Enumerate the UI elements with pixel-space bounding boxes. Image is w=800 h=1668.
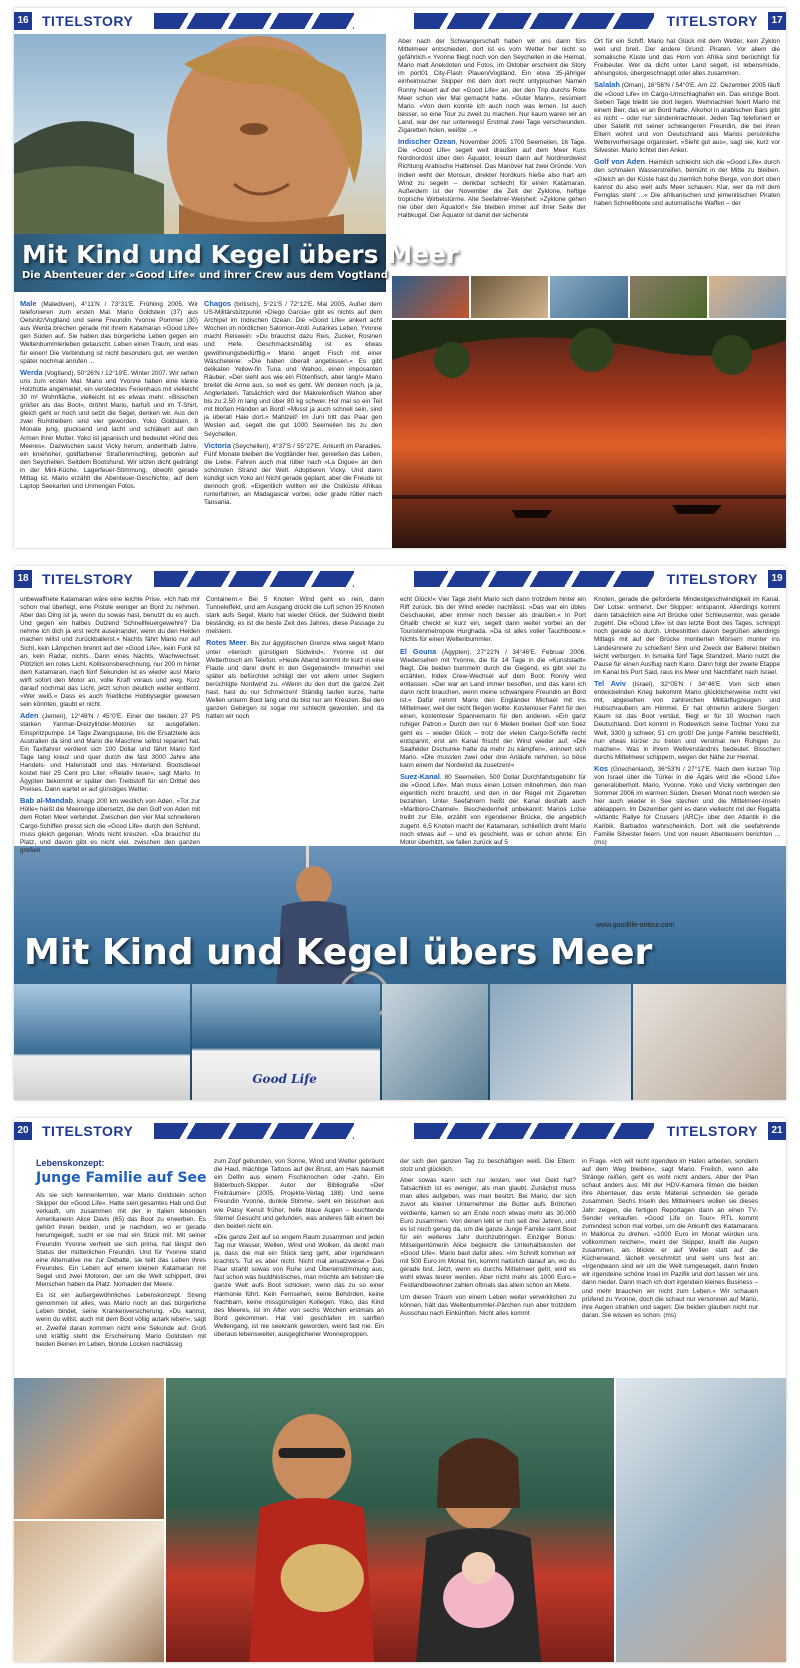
text-column-4 <box>582 1158 758 1323</box>
skipper-portrait-photo <box>14 1378 164 1519</box>
resting-photo <box>633 984 786 1100</box>
paragraph <box>204 442 382 508</box>
catamaran-photo <box>14 984 190 1100</box>
paragraph <box>206 596 384 636</box>
spread-pages-18-19 <box>14 566 786 1100</box>
place-label: Rotes Meer <box>206 638 247 648</box>
family-photo-collage <box>14 1378 786 1662</box>
paragraph-text: (Malediven), 4°11'N / 73°31'E. Frühling 2005. Wir telefonieren zum ersten Mal. Mario Goldstein (37) aus Oelsnitz/Vogtland und seine Freundin Yvonne Pommer (30) aus Werda brechen gerade mit ihrem Katamaran »Good Life« gen Süden auf. Sie haben das bürgerliche Leben gegen ein Weltenbummlerleben getauscht. Leben einen Traum, und was für einen! Die Verbindung ist nicht besonders gut, wir werden später nochmal anrufen ... <box>20 301 198 365</box>
page-number-right: 21 <box>768 1122 786 1140</box>
paragraph <box>594 680 780 762</box>
paragraph-text: Als sie sich kennenlernten, war Mario Goldstein schon Skipper der »Good Life«. Hatte sein gesamtes Hab und Gut verkauft, um zusammen mit der in Italien lebenden Amerikanerin Alice Davis (65) das Boot zu erwerben. Es gehört ihnen beiden, und je nachdem, wo er gerade herumgeigelt, sucht er sie mal ein Stück mit. Mit seiner Freundin Yvonne verhielt sie sich prima, hat längst den Status der mütterlichen Freundin. Und für Yvonne stand eine Alternative nie zur Debatte, sie teilt das Leben ihres Freundes. Ein Leben auf einem kleinen Katamaran mit Segel und zwei Motoren, der um die Welt schippert, drei Menschen haben da Platz. Nomaden der Meere. <box>36 1192 206 1289</box>
sunset-photo <box>392 320 786 548</box>
page-number-left: 18 <box>14 570 32 588</box>
section-title-left: TITELSTORY <box>36 1121 139 1141</box>
paragraph-text: Aber sowas kann sich nur leisten, wer viel Geld hat? Tatsächlich ist es weniger, als man glaubt. Zunächst muss man alles aufgeben, was man besitzt. Bei Mario, der sich zuvor als kleiner Unternehmer die Butter aufs Brötchen verdiente, kamen so am Ende noch etwas mehr als 30.000 Euro zusammen. Von denen lebt er nun seit drei Jahren, und es ist noch genug da, um die ganze Junge Familie samt Boot für ein weiteres Jahr durchzubringen. Einziger Bonus: Mitseigentümerin Alice begleicht die Unterhaltskosten der »Good Life«. Mario baut dafür alles. »Im Schnitt kommen wir mit 500 Euro im Monat hin, kommt natürlich darauf an, wo du gerade bist. Jetzt, wenn es durchs Mittelmeer geht, wird es wohl etwas teurer werden. Aber nicht mehr als 1000 Euro.« Festlandbewohner zahlen oftmals das allein schon an Miete. <box>400 1177 576 1290</box>
paragraph <box>398 38 586 135</box>
place-label: Golf von Aden <box>594 157 645 167</box>
paragraph <box>204 300 382 439</box>
paragraph <box>20 712 200 794</box>
paragraph-text: zum Zopf gebunden, von Sonne, Wind und Wetter gebräunt die Haut, mächtige Tattoos auf der Brust, am Hals baumelt ein Delfin aus einem Fischknochen oder -zahn. Ein Bilderbuch-Skipper. Autor der Bibliografie »Der Freiträumer« (2005, Projekte-Verlag 188). Und seine Freundin Yvonne, dunkle Stimme, sieht ein bisschen aus wie Patsy Kensit früher, helle blaue Augen – leuchtende Sterne! Gesucht und gefunden, was anderes fällt einem bei den beiden nicht ein. <box>214 1158 384 1230</box>
headline: Mit Kind und Kegel übers Meer <box>24 932 653 973</box>
paragraph <box>594 38 780 78</box>
paragraph <box>594 158 780 208</box>
paragraph-text: . Bis zur ägyptischen Grenze etwa segelt Mario unter »tierisch günstigem Südwind«. Yvonne ist der Wetterfrosch am Telefon: »Heute Abend kommt ihr kurz in eine Flaute und dann dreht in den Gegenwind!« Immerhin viel später als befürchtet schlägt der vor allem unter Seglern berüchtigte Nordwind zu. »Wenn du den dort die ganze Zeit hast, hast du nur Schmerzen! Ständig laufen kurze, harte Wellen unterm Boot lang und du bist nur am Kreuzen. Bei den ganzen Gebirgen ist sogar mir schlecht geworden, und da hatten wir noch <box>206 640 384 721</box>
family-illustration <box>166 1378 614 1662</box>
paragraph-text: in Frage. »Ich will nicht irgendwo im Hafen arbeiten, sondern auf dem Weg bleiben«, sagt Mario. Freilich, wenn alle Stränge reißen, geht es wohl nicht anders. Aber der Plan schaut anders aus: Mit der HDV-Kamera filmen die beiden ihre Abenteuer, das erste Material schneiden sie gerade zusammen. Sechs Inseln des Mittelmeers wollen sie dieses Jahr zeigen, die fertigen Reportagen dann an einen TV-Sender verkaufen. »Good Life on Tour« RTL kommt zumindest schon mal vorbei, um die Ankunft des Katamarans in Mallorca zu drehen. »1000 Euro im Monat würden uns vollkommen reichen«, meint der Skipper, kneift die Augen zusammen, als blickte er auf Wellen statt auf die Küchenwand, lächelt verschmitzt und sieht uns fest an: »Irgendwann sind wir um die Welt rumgesegelt, dann finden wir irgendeine schöne Insel im Pazifik und dort lassen wir uns dann nieder. Dann mach ich dort irgendein kleines Business – und mehr brauchen wir nicht zum Leben.« Wir schauen prüfend zu Yvonne, doch die schaut nur versonnen auf Mario, ihre Augen strahlen und sagen: Die beiden glauben nicht nur daran. Sie wissen es schon. (ms) <box>582 1158 758 1319</box>
family-on-deck-photo <box>166 1378 614 1662</box>
paragraph <box>400 1294 576 1318</box>
spread-pages-20-21 <box>14 1118 786 1662</box>
deck-photo <box>490 984 631 1100</box>
paragraph-text: (Vogtland), 50°26'N / 12°19'E. Winter 2007. Wir sehen uns zum ersten Mal. Mario und Yvonne haben eine kleine Holzhütte angemietet, ein verstecktes Ferienhaus mit vielleicht 30 m² Wohnfläche, vielleicht ist es etwas mehr. »Bisschen größer als das Boot«, dröhnt Mario, barfuß und im T-Shirt, gleich geht er hoch und setzt die Segel, denken wir. Aus den zwei Rumtreibern sind vier geworden. Yoko Goldstein, 8 Monate jung, glucksend und lacht und schläkert auf den Armen ihrer Mutter. Yoko ist japanisch und bedeutet »Kind des Meeres«. Dazwischen saust Vicky herum, anderthalb Jahre, ein kniehoher, goldfarbener Straßenmischling, geboren auf den Seychellen. Seitdem Bootshund. Wir sitzen dicht gedrängt in der Mini-Küche. Lagerfeuer-Stimmung, obwohl gerade Mittag ist. Mario erzählt die Abenteuer-Geschichte, auf dem Laptop Seekarten und Unmengen Fotos. <box>20 369 199 491</box>
thumbnail-photo <box>471 276 548 318</box>
paragraph-text: (Ägypten), 27°22'N / 34°46'E. Februar 2006. Wiedersehen mit Yvonne, die für 14 Tage in die »Kunststadt« fliegt. Die beiden bummeln durch die Gegend, es gibt viel zu erzählen. Index Crew-Wechsel auf dem Boot: Ronny wird entlassen. »Der war an Land immer besoffen, und das kann ich dann nicht brauchen, wenn meine schwangere Freundin an Bord ist.« Dafür nimmt Mario den Engländer Michael mit ins Mittelmeer, weil der nicht fliegen wollte. Kostenloser Fahrt für den einen, kostenloser Spannemann für den anderen. »Ein ganz ruhiger Patron.« Durch den nur 6 Meilen breiten Golf von Suez geht es – wieder Glück – trotz der vielen Cargo-Schiffe recht entspannt, erst am Kanal frischt der Wind wieder auf. »Die Saalfelder Dschunke hatte da mehr zu kämpfen«, erinnert sich Mario. »Die mussten zwei oder drei Anläufe nehmen, so böse kann einem der Nordwind da zusetzen!« <box>400 648 586 769</box>
text-column-1 <box>36 1192 206 1352</box>
paragraph <box>36 1292 206 1349</box>
paragraph <box>20 369 198 491</box>
header-strip <box>14 1118 786 1144</box>
text-column-2 <box>206 596 384 724</box>
place-label: Kos <box>594 763 608 773</box>
text-column-2 <box>204 300 382 510</box>
place-label: Chagos <box>204 299 232 308</box>
thumbnail-photo <box>392 276 469 318</box>
text-column-4 <box>594 38 780 211</box>
paragraph-text: (Griechenland), 36°53'N / 27°17'E. Nach dem kurzen Trip von Israel über die Türkei in die Ägäis wird die »Good Life« generalüberholt. Mario, Yvonne, Yoko und Vicky verbringen den Sommer 2006 im warmen Süden. Diesen Monat noch werden sie hier auch wieder in See stechen und die Mittelmeer-Inseln abklappern. Im Dezember geht es dann vielleicht mit der Regatta »Atlantic Rallye for Cruisers (ARC)« über den Atlantik in die Karibik. Barbados wahrscheinlich. Dort will die seefahrende Familie Silvester feiern. Und von neuen Abenteuern berichten ... (ms) <box>594 765 781 846</box>
paragraph <box>20 596 200 709</box>
paragraph-text: Containern.« Bei 5 Knoten Wind geht es rein, dann Tunneleffekt, und am Ausgang drückt die Luft schon 35 Knoten stark aufs Segel. Mario hat wieder Glück, der Südwind bleibt beständig, es ist die beste Zeit des Jahres, diese Passage zu meistern. <box>206 596 384 636</box>
stripes-decoration-icon <box>154 571 354 587</box>
page-number-right: 19 <box>768 570 786 588</box>
skipper-face-illustration <box>14 34 386 234</box>
bottom-photo-row <box>14 984 786 1100</box>
text-column-1 <box>20 596 200 858</box>
paragraph <box>400 1158 576 1174</box>
paragraph <box>20 797 200 855</box>
stripes-decoration-icon <box>414 571 654 587</box>
page-number-left: 16 <box>14 12 32 30</box>
place-label: Aden <box>20 711 39 721</box>
place-label: Bab al-Mandab <box>20 796 74 806</box>
paragraph <box>206 639 384 721</box>
paragraph-text: (britisch), 5°21'S / 72°12'E. Mai 2005. Außer dem US-Militärstützpunkt »Diego Garcia« gibt es nichts auf dem Archipel im Indischen Ozean. Die »Good Life« ankert acht Wochen im nördlichen Salomon-Atoll. Autarkes Leben. Yvonne macht Reiswein: »Du brauchst dazu Reis, Zucker, Rosinen und Hefe. Geschmacksmäßig ist es etwas gewöhnungsbedürftig.« Mario angelt Fisch mit einer Wäscheleine: »Die haben überall angebissen.« Es gibt delikaten Yellow-fin Tuna und Wahoo, einen imposanten Räuber. »Der sieht aus wie ein Flötenfisch, aber lang!« Mario breitet die Arme aus, so weit es geht. Wir denken noch, ja ja, Anglerlatein. Tatsächlich wird der Makrelenfisch Wahoo aber bis zu 2,50 m lang und über 80 kg schwer. Hol mal so ein Teil mit bloßen Händen an Bord! »Musst ja auch schnell sein, sind ja überall Haie dort.« Mahlzeit! Im Juni tritt das Paar gen Westen auf, segelt die gut 1000 Seemeilen bis zu den Seychellen. <box>204 301 382 438</box>
hero-photo-skipper <box>14 34 386 234</box>
place-label: Male <box>20 299 37 308</box>
photo-stack-left <box>14 1378 164 1662</box>
paragraph-text: . Heimlich schleicht sich die »Good Life« durch den schmalen Wasserstreifen, bemüht in der Mitte zu bleiben. »Gleich an der Küste hast du ziemlich hohe Berge, von dort oben kannst du also weit aufs Meer schauen. Klar, wer da mit dem Fernglas steht ...« Die afrikanischen und jemenitischen Piraten haben Schnellboote und automatische Waffen – der <box>594 159 780 207</box>
place-label: Indischer Ozean <box>398 137 456 147</box>
place-label: Werda <box>20 367 43 377</box>
deck-photo <box>382 984 488 1100</box>
paragraph <box>400 648 586 770</box>
section-title-right: TITELSTORY <box>661 1121 764 1141</box>
place-label: El Gouna <box>400 646 437 656</box>
thumbnail-strip <box>392 276 786 318</box>
place-label: Suez-Kanal <box>400 771 440 781</box>
paragraph-text: Um diesen Traum von einem Leben weiter verwirklichen zu können, hält das Weltenbummler-Pärchen nun aber trotzdem Ausschau nach Einkünften. Nicht alles kommt <box>400 1293 576 1317</box>
thumbnail-photo <box>550 276 627 318</box>
website-link[interactable]: www.goodlife-ontour.com <box>596 922 675 929</box>
paragraph-text: . 80 Seemeilen, 500 Dollar Durchfahrtsgebühr für die »Good Life«. Man muss einen Lotsen mitnehmen, den man eigentlich nicht braucht, und den in der Regel mit Zigaretten bezahlen. Unter Seefahrern heißt der Kanal deshalb auch »Marlboro-Channel«. Bescheidenheit unbekannt: Marios Lotse treibt zur Eile, erzählt von irgendeiner Brücke, die angeblich zugeht. 6,5 Knoten macht der Katamaran, schließlich dreht Mario noch etwas auf – und es geschieht, was er schon ahnte: Ein Motor überhitzt, sie fallen zurück auf 5 <box>400 773 586 846</box>
thumbnail-photo <box>630 276 707 318</box>
paragraph-text: , knapp 200 km westlich von Aden. »Tor zur Hölle« heißt die Meerenge übersetzt, die den Golf von Aden mit dem Roten Meer verbindet. Zwischen den vier Mal schnelleren Cargo-Schiffen presst sich die »Good Life« durch den Schlund, muss gleich gegenan. Winds nicht kreuzen. »Da brauchst du Platz, und davon gibt es nicht viel, zwischen den ganzen großen <box>20 798 201 854</box>
subheadline: Die Abenteuer der »Good Life« und ihrer Crew aus dem Vogtland <box>22 270 388 281</box>
boat-name-label: Good Life <box>252 1072 317 1086</box>
cabin-photo <box>616 1378 786 1662</box>
thumbnail-photo <box>709 276 786 318</box>
paragraph-text: »Die ganze Zeit auf so engem Raum zusammen und jeden Tag nur Wasser, Wellen, Wind und Wolken, da denkt man ja, dass die mal ein Stück lang geht, aber irgendwann krachts's. Tut es aber nicht. Nicht mal ansatzweise.« Das Paar strahlt sowas von Ruhe und Übereinstimmung aus, fast schon was buddhistisches, man möchte am liebsten die ganze Welt aufs Boot schicken, wenn das zu so einer Harmonie führt. Kein Fernsehen, keine Behörden, keine Nachbarn, keine missgünstigen Kollegen. Yoko, das Kind des Meeres, ist im After von sechs Wochen erstmals an Bord gekommen. Hat viel geschlafen im sanften Wellengang, ist nie seekrank geworden, weint fast nie. Ein überaus lebensweiter, ausgeglichener Wonneproppen. <box>214 1233 384 1338</box>
paragraph <box>36 1192 206 1289</box>
paragraph-text: (Oman), 16°56'N / 54°0'E. Am 22. Dezember 2005 läuft die »Good Life« im Cargo-Umschlaghafen ein. Das einzige Boot. Sieben Tage bleibt sie dort liegen. Weihnachten feiert Mario mit einem Bier, das er an Bord hatte. Alkohol in arabischen Bars gibt es nicht – oder nur sündenkrachteuer. Jeden Tag telefoniert er über Satellit mit seiner schwangeren Freundin, die bei ihren Eltern wohnt und von Deutschland aus Marios persönliche Wettervorhersage organisiert. »Sieht gut aus«, sagt sie, kurz vor Silvester. Mario lichtet den Anker. <box>594 82 781 155</box>
header-strip <box>14 8 786 34</box>
paragraph <box>594 765 780 847</box>
page-number-right: 17 <box>768 12 786 30</box>
paragraph-text: Ort für ein Schiff. Mario hat Glück mit dem Wetter, kein Zyklon weit und breit. Der andere Grund: Piraten. Vor allem die somalische Küste und das Horn von Afrika sind berüchtigt für Freibeuter. Wer da dicht unter Land segelt, ist lebensmüde, ahnungslos, übergeschnappt oder alles zusammen. <box>594 38 780 78</box>
text-column-3 <box>400 1158 576 1321</box>
paragraph-text: Es ist ein außergewöhnliches Lebenskonzept. Streng genommen ist alles, was Mario noch an das bürgerliche Leben bindet, seine Krankenversicherung. »Du kannst, wenn du willst, auch mit dem Boot völlig autark leben«, sagt er. Zweifel daran kommen nicht eine Sekunde auf. Groß und kräftig steht die Erscheinung Mario Goldstein mit beiden Beinen im Leben, blonde Locken nachlässig <box>36 1292 206 1348</box>
palm-silhouette-illustration <box>392 320 786 548</box>
place-label: Tel Aviv <box>594 678 626 688</box>
paragraph-text: (Jemen), 12°48'N / 45°0'E. Einer der beiden 27 PS starken Yanmar-Dreizylinder-Motoren ist ausgefallen. Einspritzpumpe. 14 Tage Zwangspause, bis die Ersatzteile aus Australien da sind und Mario die Maschine selbst repariert hat. Ein Taxifahrer verdient sich 100 Dollar und fährt Mario fünf Tage lang kreuz und quer durch die fast 3000 Jahre alte Handels- und Hafenstadt und das Hinterland. Bootsdiesel kostet hier 25 Cent pro Liter. »Relativ teuer«, sagt Mario. In Ägypten bekommt er später den Treibstoff für ein Drittel des Preises. Dann wartet er auf günstiges Wetter. <box>20 713 200 794</box>
paragraph <box>214 1234 384 1339</box>
stripes-decoration-icon <box>154 13 354 29</box>
paragraph <box>400 596 586 645</box>
paragraph <box>214 1158 384 1231</box>
paragraph-text: , November 2005. 1700 Seemeilen, 16 Tage. Die »Good Life« segelt weit draußen auf dem Meer Kurs Nordnordost über den Äquator, kreuzt dann auf Nordnordwest Richtung Arabische Halbinsel. Das Manöver hat zwei Gründe: Von Indien weht der Monsun, direkter Nordkurs hieße also hart am Wind zu segeln – denkbar schlecht für einen Katamaran. Außerdem ist der November die Zeit der Zyklone, heftige tropische Wirbelstürme. Alte Seefahrer-Weisheit: »Zyklone gehen nie über den Äquator!« Sie bleiben immer auf ihrer Seite der Halbkugel. Der Äquator ist damit der sicherste <box>398 139 587 219</box>
stripes-decoration-icon <box>414 1123 654 1139</box>
place-label: Victoria <box>204 440 231 450</box>
text-column-3 <box>400 596 586 850</box>
mother-baby-photo <box>14 1521 164 1662</box>
paragraph <box>400 1177 576 1290</box>
stripes-decoration-icon <box>154 1123 354 1139</box>
paragraph-text: Aber nach der Schwangerschaft haben wir uns dann fürs Mittelmeer entschieden, dort ist es vom Wetter her nicht so gefährlich.« Yvonne fliegt noch von den Seychellen in die Heimat, Mario malt Anekdoten und Fotos, im Oktober erscheint die Story im port01 City-Flash Plauen/Vogtland. Ein etwa 35-jähriger einheimischer Skipper mit dem dort recht untypischen Namen Ronny heuert auf der »Good Life« an, der den Trip durchs Rote Meer schon vier Mal gemacht hatte. »Guter Mann«, resümiert Mario. »Von dem konnte ich auch noch was lernen. Ist auch besser, so eine Tour zu zweit zu machen. Nur kaum waren wir an Land, war der nur unterwegs! Erstmal zwei Tage verschwunden. Zigaretten holen, weißte ...« <box>398 38 586 135</box>
paragraph <box>398 138 586 220</box>
paragraph <box>594 81 780 155</box>
page-number-left: 20 <box>14 1122 32 1140</box>
paragraph <box>594 596 780 677</box>
box-headline: Junge Familie auf See <box>36 1170 207 1186</box>
stripes-decoration-icon <box>414 13 654 29</box>
paragraph-text: echt Glück!« Vier Tage zieht Mario sich dann trotzdem hinter ein Riff zurück, bis der Wind wieder nachlässt. »Das war ein übles Geschaukel, aber immer noch besser als draußen.« In Port Ghalib checkt er kurz ein, segelt dann weiter vorbei an der Touristenmetropole Hurghada. »Da ist alles voller Tauchboote.« Nichts für einen Weltenbummler. <box>400 596 586 644</box>
good-life-hull-photo <box>192 984 380 1100</box>
place-label: Salalah <box>594 80 620 90</box>
section-title-right: TITELSTORY <box>661 11 764 31</box>
header-strip <box>14 566 786 592</box>
headline: Mit Kind und Kegel übers Meer <box>22 240 459 269</box>
paragraph-text: (Seychellen), 4°37'S / 55°27'E. Ankunft im Paradies. Fünf Monate bleiben die Vogtländer hier, genießen das Leben, die Liebe. Fahren auch mal rüber nach »La Digue« an den schönsten Strand der Welt. Adoptieren Vicky. Und dann kündigt sich Yoko an! Nicht gerade geplant, aber die Freude ist dennoch groß. »Eigentlich wollten wir die Ostküste Afrikas runterfahren, an Madagascar vorbei, oder grade rüber nach Tansania. <box>204 442 383 507</box>
paragraph <box>400 773 586 847</box>
paragraph <box>20 300 198 366</box>
paragraph-text: (Israel), 32°05'N / 34°46'E. Vom sich eben entwickelnden Krieg bekommt Mario glücklicherweise nicht viel mit, abgesehen von zahlreichen Militärflugzeugen und Hubschraubern am Himmel. Er hat ohnehin andere Sorgen: Kaum ist das Boot vertäut, fliegt er für 10 Wochen nach Deutschland. Dort kommt in Rodewisch seine Tochter Yoko zur Welt, 3300 g schwer, 51 cm groß! Die junge Familie beschließt, nun etwas kürzer zu treten und verstmal nen Ruhigen zu machen«. Was in ihrem Weltverständnis bedeutet: Bisschen durchs Mittelmeer schippern, wegen der Nähe zur Heimat. <box>594 680 780 761</box>
paragraph-text: der sich den ganzen Tag zu beschäftigen weiß. Die Eltern: stolz und glücklich. <box>400 1158 576 1174</box>
paragraph <box>582 1158 758 1320</box>
text-column-3 <box>398 38 586 223</box>
paragraph-text: Knoten, gerade die geforderte Mindestgeschwindigkeit im Kanal. Der Lotse: entnervt. Der Skipper: entspannt. Allerdings kommt dann tatsächlich eine Art Brücke oder Schleusentor, was gerade zugeht. Die »Good Life« ist das letzte Boot des Tages, schnippt noch gerade so durch. Unbestritten davon begrüßen allerdings Mittags mit auf der Brücke montierten Mörsern munter ins Landesinnere zu schießen! Sinn und Zweck der Ballerei bleiben leicht verborgen. In Ismailia fünf Tage Standzeit. Mario nutzt die Pause für einen Ausflug nach Kairo. Dann folgt der zweite Etappe im Kanal bis Port Said, raus ins Meer und Nachtfahrt nach Israel. <box>594 596 780 676</box>
text-column-4 <box>594 596 780 850</box>
text-column-1 <box>20 300 198 494</box>
text-column-2 <box>214 1158 384 1342</box>
section-title-left: TITELSTORY <box>36 11 139 31</box>
paragraph-text: unbewaffnete Katamaran wäre eine leichte Prise. »Ich hab mir schon mal überlegt, eine Pistole weniger an Bord zu nehmen. Aber das Ding ist ja, wenn du sowas hast, benutzt du es auch. Und gegen ein halbes Dutzend Schnellfeuergewehre? Da nehme ich dich ja erst recht auseinander, wenn du den Helden machen willst und zurückballerst.« Nachts fährt Mario nur auf Sicht, kein Lämpchen brennt auf der »Good Life«, kein Funk ist an, kein Radar, nichts. Dann eines Nachts, Wachwechsel: Plötzlich ein rotes Licht. Kollisionsberechnung, nur 200 m hinter dem Katamaran, nach fünf Sekunden ist es wieder aus! Mario wirft sofort den Motor an, volle Kraft voraus und weg. Kurz darauf nochmal das Licht, jetzt schon deutlich weiter entfernt. »Wer weiß.« Dass es auch friedliche Hobbysegler gewesen sein könnten, glaubt er nicht. <box>20 596 200 709</box>
spread-pages-16-17 <box>14 8 786 548</box>
section-title-right: TITELSTORY <box>661 569 764 589</box>
kicker: Lebenskonzept: <box>36 1158 105 1168</box>
section-title-left: TITELSTORY <box>36 569 139 589</box>
